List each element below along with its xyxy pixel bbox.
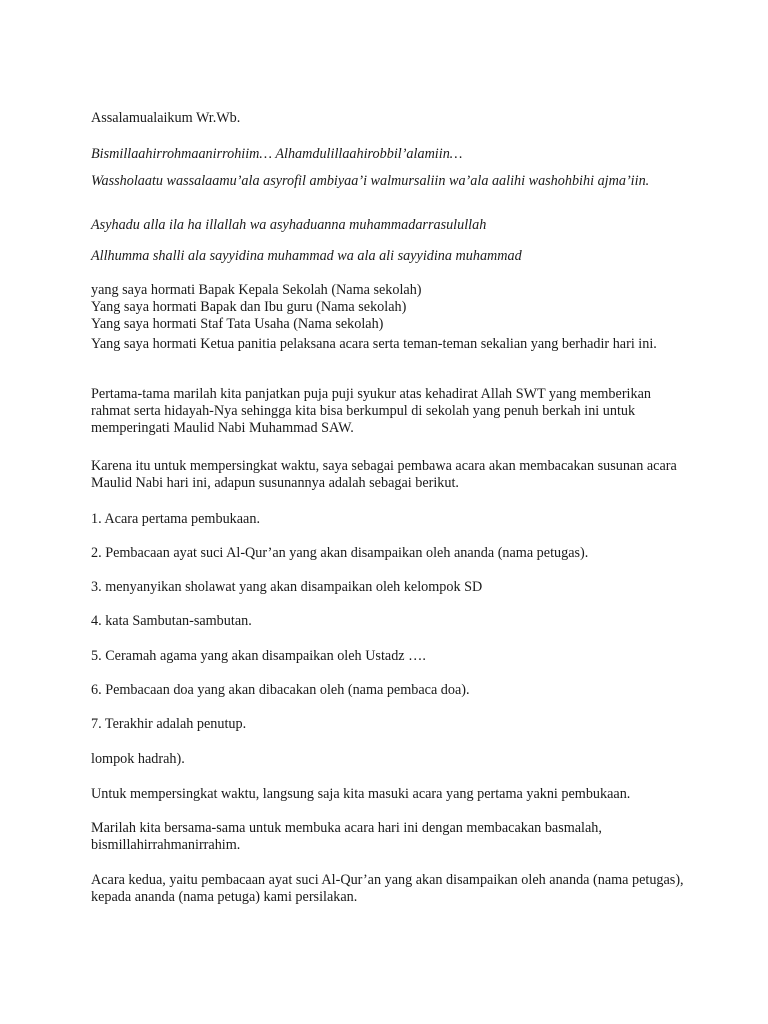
- agenda-item: 2. Pembacaan ayat suci Al-Qur’an yang akan disampaikan oleh ananda (nama petugas).: [91, 545, 589, 561]
- agenda-item: 6. Pembacaan doa yang akan dibacakan oleh (nama pembaca doa).: [91, 682, 470, 698]
- closing-paragraph: Acara kedua, yaitu pembacaan ayat suci Al-Qur’an yang akan disampaikan oleh ananda (nama petugas), kepada ananda (nama petuga) kami persilakan.: [91, 872, 684, 905]
- agenda-item: 7. Terakhir adalah penutup.: [91, 716, 247, 732]
- salutation-guru: Yang saya hormati Bapak dan Ibu guru (Nama sekolah): [91, 299, 407, 315]
- prayer-bismillah: Bismillaahirrohmaanirrohiim… Alhamdulillaahirobbil’alamiin…: [91, 146, 463, 162]
- agenda-item: 1. Acara pertama pembukaan.: [91, 511, 260, 527]
- closing-paragraph: Untuk mempersingkat waktu, langsung saja kita masuki acara yang pertama yakni pembukaan.: [91, 786, 631, 802]
- closing-fragment: lompok hadrah).: [91, 751, 185, 767]
- salutation-kepala-sekolah: yang saya hormati Bapak Kepala Sekolah (Nama sekolah): [91, 282, 422, 298]
- greeting: Assalamualaikum Wr.Wb.: [91, 110, 241, 126]
- prayer-syahadat: Asyhadu alla ila ha illallah wa asyhaduanna muhammadarrasulullah: [91, 217, 487, 233]
- paragraph-agenda-intro: Karena itu untuk mempersingkat waktu, saya sebagai pembawa acara akan membacakan susunan acara Maulid Nabi hari ini, adapun susunannya adalah sebagai berikut.: [91, 458, 677, 491]
- closing-paragraph: Marilah kita bersama-sama untuk membuka acara hari ini dengan membacakan basmalah, bismillahirrahmanirrahim.: [91, 820, 602, 853]
- paragraph-opening: Pertama-tama marilah kita panjatkan puja puji syukur atas kehadirat Allah SWT yang memberikan rahmat serta hidayah-Nya sehingga kita bisa berkumpul di sekolah yang penuh berkah ini untuk memperingati Maulid Nabi Muhammad SAW.: [91, 386, 651, 436]
- salutation-staf: Yang saya hormati Staf Tata Usaha (Nama sekolah): [91, 316, 384, 332]
- agenda-item: 3. menyanyikan sholawat yang akan disampaikan oleh kelompok SD: [91, 579, 483, 595]
- salutation-ketua-panitia: Yang saya hormati Ketua panitia pelaksana acara serta teman-teman sekalian yang berhadir hari ini.: [91, 336, 657, 352]
- agenda-item: 5. Ceramah agama yang akan disampaikan oleh Ustadz ….: [91, 648, 426, 664]
- prayer-sholawat: Wassholaatu wassalaamu’ala asyrofil ambiyaa’i walmursaliin wa’ala aalihi washohbihi ajma’iin.: [91, 173, 650, 189]
- agenda-item: 4. kata Sambutan-sambutan.: [91, 613, 252, 629]
- prayer-shalawat-nabi: Allhumma shalli ala sayyidina muhammad wa ala ali sayyidina muhammad: [91, 248, 522, 264]
